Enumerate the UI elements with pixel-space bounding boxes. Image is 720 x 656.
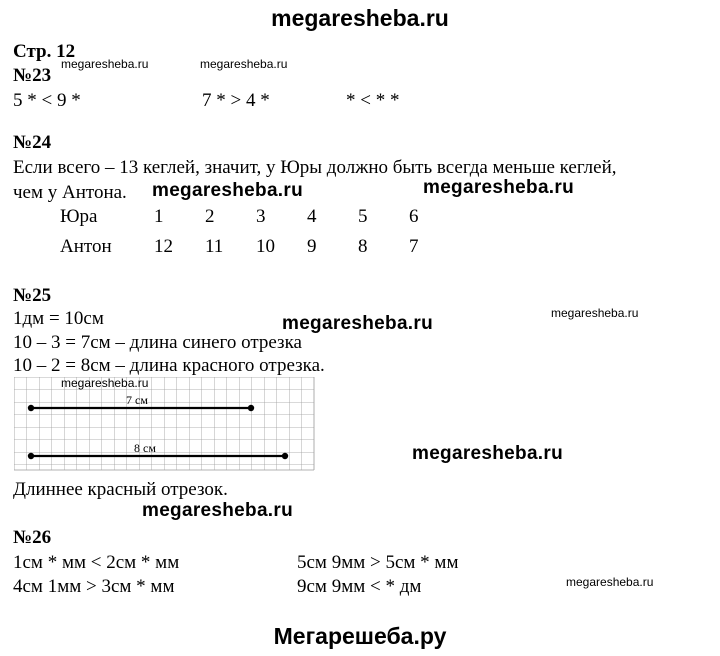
watermark: megaresheba.ru [412, 443, 563, 464]
segment-endpoint [282, 453, 288, 459]
segment-endpoint [28, 405, 34, 411]
segment-endpoint [28, 453, 34, 459]
site-header: megaresheba.ru [271, 5, 449, 31]
ex23-item-1: 5 * < 9 * [13, 90, 81, 111]
row-label: Юра [60, 206, 98, 227]
row-label: Антон [60, 236, 112, 257]
ex25-grid [14, 377, 318, 472]
segment-7cm-label: 7 см [126, 393, 148, 407]
ex26-item-3: 4см 1мм > 3см * мм [13, 576, 175, 597]
ex26-item-1: 1см * мм < 2см * мм [13, 552, 180, 573]
exercise-24-title: №24 [13, 132, 52, 153]
ex25-conclusion: Длиннее красный отрезок. [13, 479, 228, 500]
watermark: megaresheba.ru [566, 575, 654, 589]
table-row [60, 202, 460, 232]
table-cell: 3 [256, 206, 266, 227]
ex25-line-3: 10 – 2 = 8см – длина красного отрезка. [13, 355, 325, 376]
ex23-item-2: 7 * > 4 * [202, 90, 270, 111]
exercise-23-title: №23 [13, 65, 52, 86]
ex26-item-4: 9см 9мм < * дм [297, 576, 422, 597]
watermark: megaresheba.ru [200, 57, 288, 71]
watermark: megaresheba.ru [423, 177, 574, 198]
watermark: megaresheba.ru [282, 313, 433, 334]
watermark: megaresheba.ru [61, 57, 149, 71]
table-cell: 9 [307, 236, 317, 257]
ex23-item-3: * < * * [346, 90, 400, 111]
table-cell: 5 [358, 206, 368, 227]
segment-endpoint [248, 405, 254, 411]
table-cell: 11 [205, 236, 224, 257]
table-cell: 1 [154, 206, 164, 227]
exercise-26-title: №26 [13, 527, 52, 548]
watermark: megaresheba.ru [61, 376, 149, 390]
ex25-line-1: 1дм = 10см [13, 308, 104, 329]
table-cell: 7 [409, 236, 419, 257]
ex24-line-1: Если всего – 13 кеглей, значит, у Юры должно быть всегда меньше кеглей, [13, 157, 617, 178]
table-cell: 2 [205, 206, 215, 227]
table-cell: 6 [409, 206, 419, 227]
table-cell: 10 [256, 236, 275, 257]
exercise-25-title: №25 [13, 285, 52, 306]
watermark: megaresheba.ru [152, 180, 303, 201]
table-cell: 12 [154, 236, 173, 257]
table-cell: 4 [307, 206, 317, 227]
watermark: megaresheba.ru [551, 306, 639, 320]
table-row [60, 232, 460, 262]
ex25-line-2: 10 – 3 = 7см – длина синего отрезка [13, 332, 302, 353]
site-footer: Мегарешеба.ру [273, 623, 447, 649]
segment-8cm-label: 8 см [134, 441, 156, 455]
ex26-item-2: 5см 9мм > 5см * мм [297, 552, 459, 573]
page-label: Стр. 12 [13, 41, 76, 62]
ex24-line-2: чем у Антона. [13, 182, 127, 203]
table-cell: 8 [358, 236, 368, 257]
ex24-table [60, 202, 460, 262]
watermark: megaresheba.ru [142, 500, 293, 521]
